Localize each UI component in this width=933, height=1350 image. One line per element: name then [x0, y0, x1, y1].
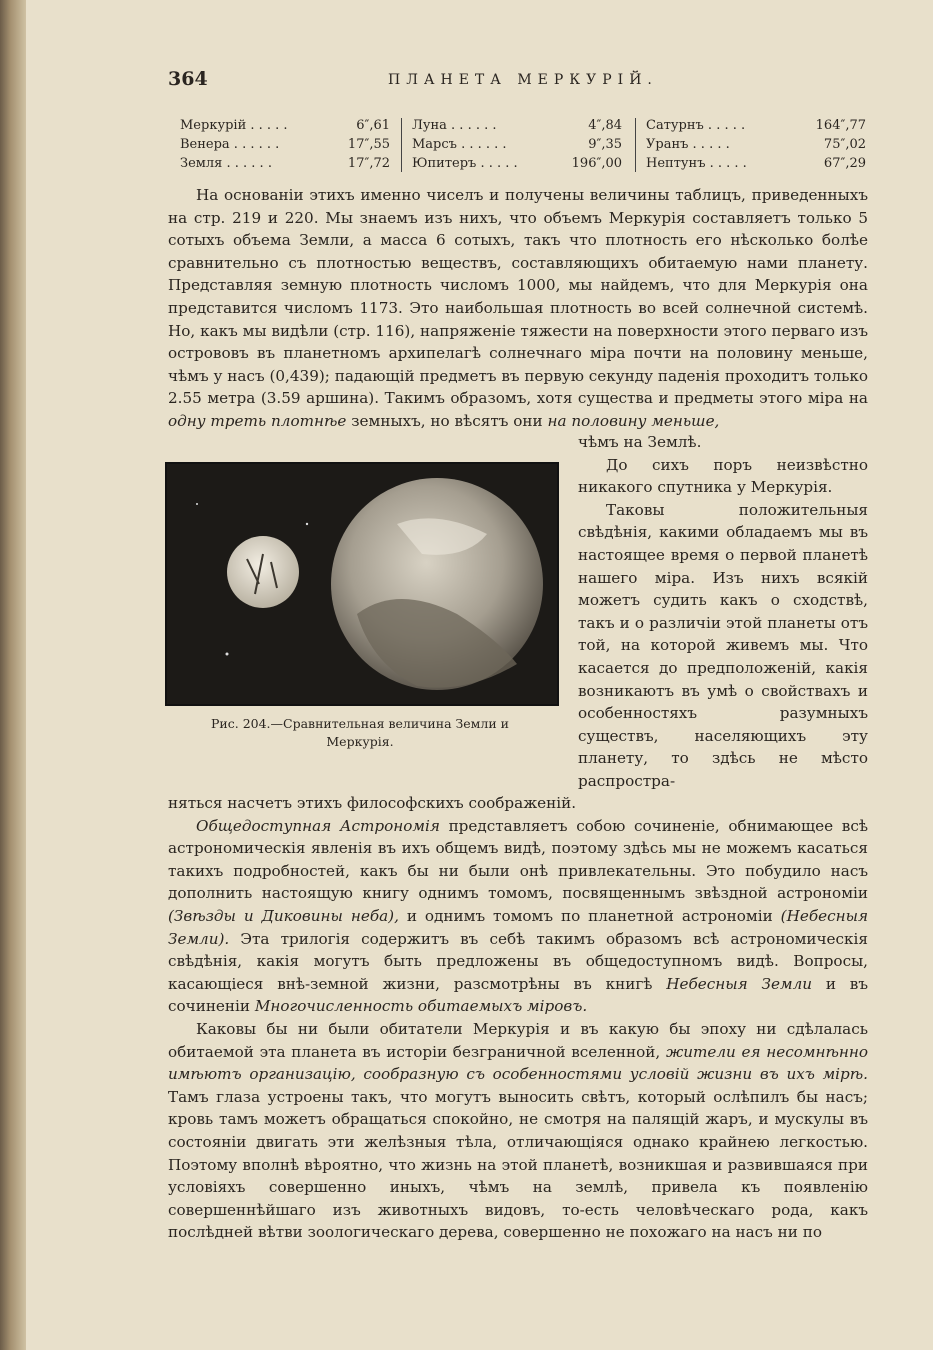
running-title: ПЛАНЕТА МЕРКУРІЙ.	[388, 72, 658, 88]
earth-mercury-illustration	[167, 464, 557, 704]
star	[306, 523, 308, 525]
stats-column-2	[412, 116, 622, 173]
column-divider	[401, 118, 402, 172]
paragraph-density: На основаніи этихъ именно чиселъ и получены величины таблицъ, приведенныхъ на стр. 219 и 220. Мы знаемъ изъ нихъ, что объемъ Меркурія составляетъ только 5 сотыхъ объема Земли, а масса 6 сотыхъ, такъ что плотность его нѣсколько болѣе сравнительно съ плотностью веществъ, составляющихъ обитаемую нами планету. Представляя земную плотность числомъ 1000, мы найдемъ, что для Меркурія она представится числомъ 1173. Это наибольшая плотность во всей солнечной системѣ. Но, какъ мы видѣли (стр. 116), напряженіе тяжести на поверхности этого перваго изъ острововъ въ планетномъ архипелагѣ солнечнаго міра почти на половину меньше, чѣмъ у насъ (0,439); падающій предметъ въ первую секунду паденія проходитъ только 2.55 метра (3.59 аршина). Такимъ образомъ, хотя существа и предметы этого міра на одну треть плотнѣе земныхъ, но вѣсятъ они на половину меньше,	[168, 186, 868, 430]
stats-row: Меркурій . . . . . 6″,61	[180, 118, 390, 133]
remaining-text: няться насчетъ этихъ философскихъ соображеній. Общедоступная Астрономія представляетъ собою сочиненіе, обнимающее всѣ астрономическія явленія въ ихъ общемъ видѣ, поэтому здѣсь мы не можемъ касаться такихъ подробностей, какъ бы ни были онѣ привлекательны. Это побудило насъ дополнить настоящую книгу однимъ томомъ, посвященнымъ звѣздной астрономіи (Звѣзды и Диковины неба), и однимъ томомъ по планетной астрономіи (Небесныя Земли). Эта трилогія содержитъ въ себѣ такимъ образомъ всѣ астрономическія свѣдѣнія, какія могутъ быть предложены въ общедоступномъ видѣ. Вопросы, касающіеся внѣ-земной жизни, разсмотрѣны въ книгѣ Небесныя Земли и въ сочиненіи Многочисленность обитаемыхъ міровъ. Каковы бы ни были обитатели Меркурія и въ какую бы эпоху ни сдѣлалась обитаемой эта планета въ исторіи безграничной вселенной, жители ея несомнѣнно имѣютъ организацію, сообразную съ особенностями условій жизни въ ихъ мірѣ. Тамъ глаза устроены такъ, что могутъ выносить свѣтъ, который ослѣпилъ бы насъ; кровь тамъ можетъ обращаться спокойно, не смотря на палящій жаръ, и мускулы въ состояніи двигать эти желѣзныя тѣла, отличающіяся однако крайнею легкостью. Поэтому вполнѣ вѣроятно, что жизнь на этой планетѣ, возникшая и развившаяся при условіяхъ совершенно иныхъ, чѣмъ на землѣ, привела къ появленію совершеннѣйшаго изъ животныхъ видовъ, то-есть человѣческаго рода, какъ послѣдней вѣтви зоологическаго дерева, совершенно не похожаго на насъ ни по	[168, 794, 869, 1242]
stats-row: Нептунъ . . . . . 67″,29	[646, 156, 866, 171]
stats-row: Марсъ . . . . . . 9″,35	[412, 137, 622, 152]
column-divider	[635, 118, 636, 172]
book-spine-shadow	[0, 0, 26, 1350]
stats-row: Венера . . . . . . 17″,55	[180, 137, 390, 152]
figure-caption: Рис. 204.—Сравнительная величина Земли и Меркурія.	[211, 716, 509, 749]
stats-row: Уранъ . . . . . 75″,02	[646, 137, 866, 152]
stats-row: Земля . . . . . . 17″,72	[180, 156, 390, 171]
mercury-disc	[227, 536, 299, 608]
stats-column-3	[646, 116, 866, 173]
figure-earth-mercury	[165, 462, 559, 706]
right-column-text: чѣмъ на Землѣ. До сихъ поръ неизвѣстно никакого спутника у Меркурія. Таковы положительныя свѣдѣнія, какими обладаемъ мы въ настоящее время о первой планетѣ нашего міра. Изъ нихъ всякій можетъ судить какъ о сходствѣ, такъ и о различіи этой планеты отъ той, на которой живемъ мы. Что касается до предположеній, какія возникаютъ въ умѣ о свойствахъ и особенностяхъ разумныхъ существъ, населяющихъ эту планету, то здѣсь не мѣсто распростра-	[578, 433, 868, 790]
stats-row: Юпитеръ . . . . . 196″,00	[412, 156, 622, 171]
page-number: 364	[168, 68, 208, 90]
stats-row: Сатурнъ . . . . . 164″,77	[646, 118, 866, 133]
apparent-diameter-table	[180, 116, 870, 174]
stats-column-1	[180, 116, 390, 173]
star	[196, 503, 198, 505]
page-header	[168, 68, 868, 98]
stats-row: Луна . . . . . . 4″,84	[412, 118, 622, 133]
star	[226, 653, 229, 656]
